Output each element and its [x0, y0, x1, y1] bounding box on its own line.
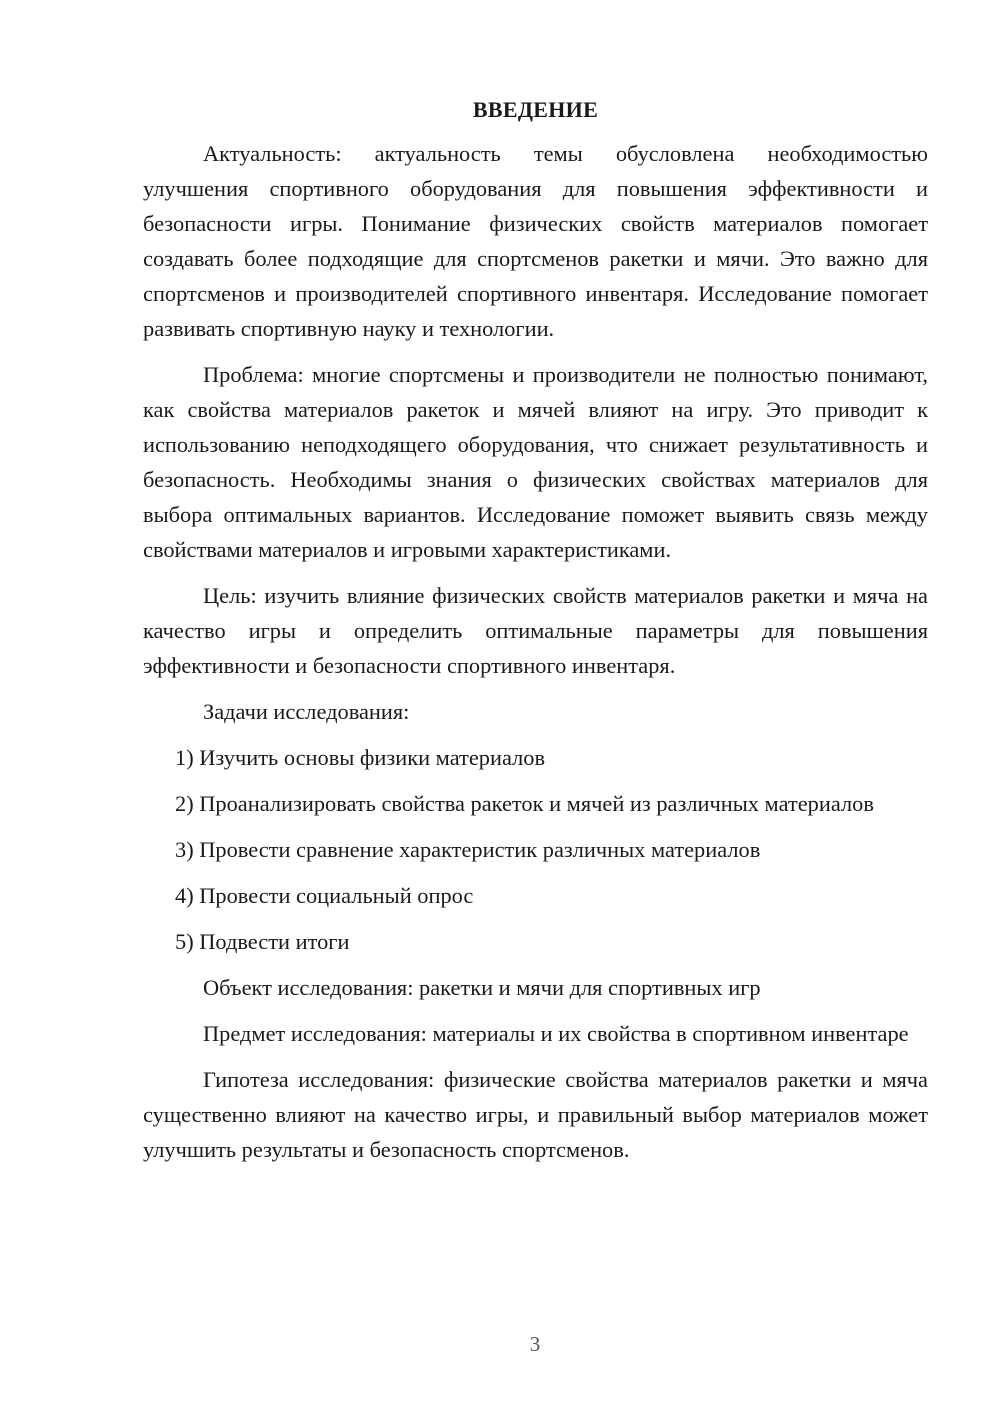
subject-paragraph: Предмет исследования: материалы и их свойства в спортивном инвентаре — [203, 1021, 909, 1046]
goal-paragraph: Цель: изучить влияние физических свойств материалов ракетки и мяча на качество игры и определить оптимальные параметры для повышения эффективности и безопасности спортивного инвентаря. — [143, 583, 928, 678]
relevance-paragraph: Актуальность: актуальность темы обусловлена необходимостью улучшения спортивного оборудования для повышения эффективности и безопасности игры. Понимание физических свойств материалов помогает создавать более подходящие для спортсменов ракетки и мячи. Это важно для спортсменов и производителей спортивного инвентаря. Исследование помогает развивать спортивную науку и технологии. — [143, 141, 928, 341]
document-page — [143, 92, 928, 1167]
problem-paragraph: Проблема: многие спортсмены и производители не полностью понимают, как свойства материалов ракеток и мячей влияют на игру. Это приводит к использованию неподходящего оборудования, что снижает результативность и безопасность. Необходимы знания о физических свойствах материалов для выбора оптимальных вариантов. Исследование поможет выявить связь между свойствами материалов и игровыми характеристиками. — [143, 362, 928, 562]
list-item: 5) Подвести итоги — [175, 929, 350, 954]
list-item: 3) Провести сравнение характеристик различных материалов — [175, 837, 761, 862]
page-title: ВВЕДЕНИЕ — [472, 97, 599, 122]
hypothesis-paragraph: Гипотеза исследования: физические свойства материалов ракетки и мяча существенно влияют на качество игры, и правильный выбор материалов может улучшить результаты и безопасность спортсменов. — [143, 1067, 928, 1162]
page-number: 3 — [529, 1332, 541, 1356]
object-paragraph: Объект исследования: ракетки и мячи для спортивных игр — [203, 975, 761, 1000]
list-item: 2) Проанализировать свойства ракеток и мячей из различных материалов — [175, 791, 874, 816]
list-item: 4) Провести социальный опрос — [175, 883, 474, 908]
list-item: 1) Изучить основы физики материалов — [175, 745, 546, 770]
tasks-heading: Задачи исследования: — [203, 699, 410, 724]
